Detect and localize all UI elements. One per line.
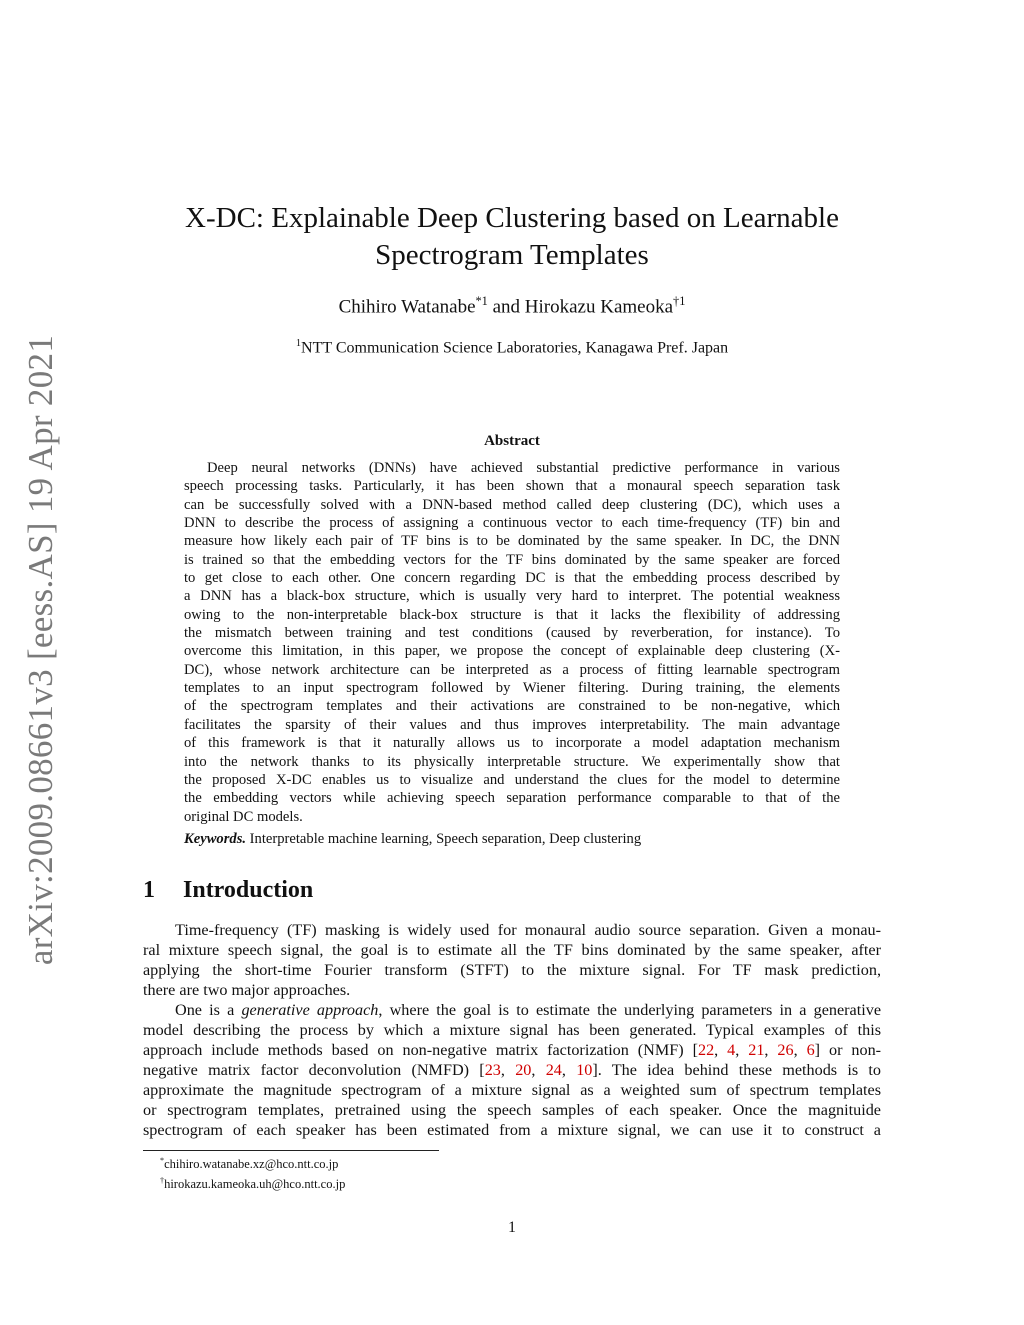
- abstract-line: owing to the non-interpretable black-box structure is that it lacks the flexibility of addressing: [184, 606, 840, 623]
- abstract-line: DC), whose network architecture can be interpreted as a process of fitting learnable spectrogram: [184, 661, 840, 678]
- text-segment: One is a: [175, 1001, 242, 1019]
- abstract-line: can be successfully solved with a DNN-based method called deep clustering (DC), which uses a: [184, 496, 840, 513]
- citation-link[interactable]: 21: [748, 1041, 765, 1059]
- section-title: Introduction: [183, 877, 314, 903]
- citation-link[interactable]: 20: [515, 1061, 532, 1079]
- affiliation-mark: 1: [295, 338, 302, 349]
- keywords-label: Keywords.: [184, 831, 247, 847]
- arxiv-stamp: arXiv:2009.08661v3 [eess.AS] 19 Apr 2021: [21, 334, 60, 966]
- footnote-rule: [143, 1150, 439, 1151]
- intro-line: [143, 1080, 881, 1100]
- section-number: 1: [143, 877, 155, 903]
- footnote: [160, 1173, 345, 1193]
- author-name: Chihiro Watanabe: [338, 296, 476, 318]
- abstract-line: of the spectrogram templates and their activations are constrained to be non-negative, which: [184, 698, 840, 715]
- footnote-mark: †1: [673, 294, 686, 308]
- text-segment: ,: [531, 1061, 546, 1079]
- citation-link[interactable]: 24: [545, 1061, 562, 1079]
- intro-line: [143, 1120, 881, 1140]
- footnote-email[interactable]: chihiro.watanabe.xz@hco.ntt.co.jp: [164, 1157, 339, 1172]
- paper-title: [0, 200, 1024, 274]
- footnote-mark: *: [160, 1156, 165, 1165]
- abstract-body: [184, 459, 840, 826]
- footnote-email[interactable]: hirokazu.kameoka.uh@hco.ntt.co.jp: [164, 1176, 346, 1191]
- abstract-line: the embedding vectors while achieving speech separation performance comparable to that of the: [184, 790, 840, 807]
- intro-line: [143, 920, 881, 940]
- citation-link[interactable]: 26: [777, 1041, 794, 1059]
- intro-line: [143, 960, 881, 980]
- emphasized-text: generative approach: [241, 1001, 379, 1019]
- keywords-text: Interpretable machine learning, Speech separation, Deep clustering: [246, 831, 642, 847]
- text-segment: applying the short-time Fourier transform (STFT) to the mixture signal. For TF mask prediction,: [143, 961, 881, 979]
- author-name: Hirokazu Kameoka: [524, 296, 674, 318]
- abstract-line: original DC models.: [184, 808, 303, 825]
- keywords: [184, 831, 840, 848]
- authors: [0, 294, 1024, 318]
- text-segment: Time-frequency (TF) masking is widely used for monaural audio source separation. Given a monau-: [175, 921, 881, 939]
- footnote: [160, 1153, 345, 1173]
- footnote-mark: *1: [475, 294, 488, 308]
- abstract-line: facilitates the sparsity of their values and thus improves interpretability. The main advantage: [184, 716, 840, 733]
- abstract-line: into the network thanks to its physically interpretable structure. We experimentally show that: [184, 753, 840, 770]
- text-segment: ,: [714, 1041, 728, 1059]
- abstract-line: speech processing tasks. Particularly, it has been shown that a monaural speech separation task: [184, 478, 840, 495]
- intro-line: [143, 1020, 881, 1040]
- text-segment: ,: [764, 1041, 778, 1059]
- author-conjunction: and: [487, 296, 525, 318]
- abstract-line: DNN to describe the process of assigning a continuous vector to each time-frequency (TF) bin and: [184, 515, 840, 532]
- text-segment: ,: [500, 1061, 516, 1079]
- title-line: X-DC: Explainable Deep Clustering based on Learnable: [185, 202, 839, 234]
- text-segment: spectrogram of each speaker has been estimated from a mixture signal, we can use it to construct a: [143, 1121, 881, 1139]
- abstract-line: overcome this limitation, in this paper, we propose the concept of explainable deep clustering (X-: [184, 643, 840, 660]
- text-segment: there are two major approaches.: [143, 981, 351, 999]
- intro-line: [143, 1040, 881, 1060]
- page-number: 1: [508, 1219, 516, 1236]
- intro-line: [143, 1100, 881, 1120]
- footnotes: [160, 1153, 345, 1192]
- text-segment: approach include methods based on non-negative matrix factorization (NMF) [: [143, 1041, 698, 1059]
- citation-link[interactable]: 6: [806, 1041, 815, 1059]
- abstract-heading: Abstract: [484, 433, 540, 449]
- text-segment: approximate the magnitude spectrogram of a mixture signal as a weighted sum of spectrum templates: [143, 1081, 881, 1099]
- abstract-line: is trained so that the embedding vectors for the TF bins dominated by the same speaker are forced: [184, 551, 840, 568]
- intro-line: [143, 1000, 881, 1020]
- abstract-line: of this framework is that it naturally allows us to incorporate a model adaptation mechanism: [184, 735, 840, 752]
- abstract-line: templates to an input spectrogram followed by Wiener filtering. During training, the elements: [184, 680, 840, 697]
- abstract-line: measure how likely each pair of TF bins is to be dominated by the same speaker. In DC, the DNN: [184, 533, 840, 550]
- citation-link[interactable]: 22: [697, 1041, 715, 1059]
- text-segment: ral mixture speech signal, the goal is to estimate all the TF bins dominated by the same speaker, after: [143, 941, 881, 959]
- text-segment: ,: [735, 1041, 749, 1059]
- text-segment: , where the goal is to estimate the underlying parameters in a generative: [378, 1001, 882, 1019]
- citation-link[interactable]: 23: [484, 1061, 501, 1079]
- text-segment: negative matrix factor deconvolution (NMFD) [: [143, 1061, 485, 1079]
- text-segment: model describing the process by which a mixture signal has been generated. Typical examples of this: [143, 1021, 881, 1039]
- footnote-mark: †: [160, 1175, 165, 1185]
- citation-link[interactable]: 4: [727, 1041, 736, 1059]
- intro-line: [143, 980, 881, 1000]
- intro-line: [143, 1060, 881, 1080]
- text-segment: ,: [793, 1041, 807, 1059]
- intro-line: [143, 940, 881, 960]
- abstract-line: Deep neural networks (DNNs) have achieved substantial predictive performance in various: [207, 460, 840, 476]
- citation-link[interactable]: 10: [576, 1061, 593, 1079]
- section-heading: [143, 877, 313, 904]
- introduction-body: [143, 920, 881, 1140]
- text-segment: ,: [561, 1061, 577, 1079]
- abstract-line: to get close to each other. One concern regarding DC is that the embedding process described by: [184, 570, 840, 587]
- text-segment: ]. The idea behind these methods is to: [592, 1061, 882, 1079]
- affiliation-text: NTT Communication Science Laboratories, Kanagawa Pref. Japan: [301, 339, 729, 357]
- title-line: Spectrogram Templates: [375, 239, 649, 271]
- text-segment: ] or non-: [814, 1041, 882, 1059]
- text-segment: or spectrogram templates, pretrained using the speech samples of each speaker. Once the magnituide: [143, 1101, 881, 1119]
- affiliation: [0, 338, 1024, 357]
- abstract-line: the mismatch between training and test conditions (caused by reverberation, for instance). To: [184, 625, 840, 642]
- abstract-line: the proposed X-DC enables us to visualize and understand the clues for the model to determine: [184, 771, 840, 788]
- abstract-line: a DNN has a black-box structure, which is usually very hard to interpret. The potential weakness: [184, 588, 840, 605]
